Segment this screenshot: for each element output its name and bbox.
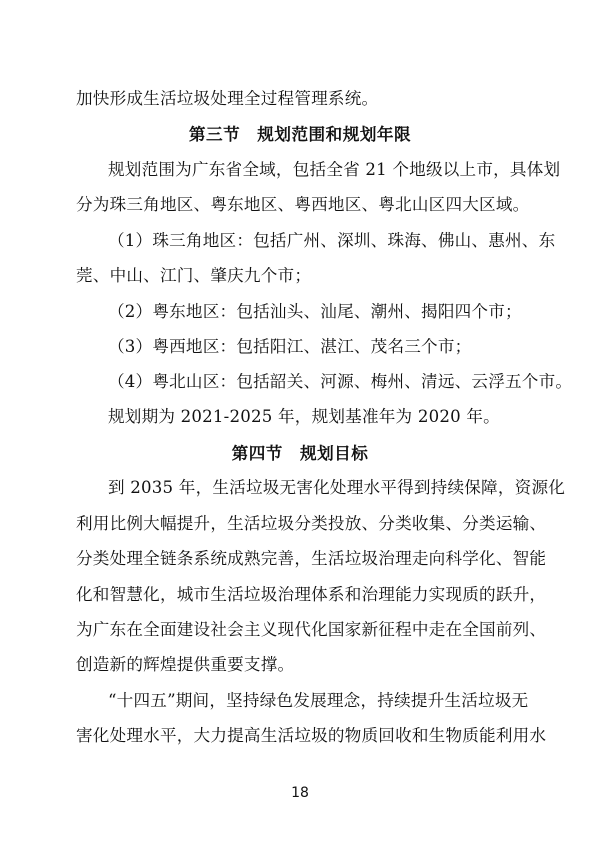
section-heading-goals: 第四节 规划目标	[231, 443, 369, 463]
paragraph-line: 创造新的辉煌提供重要支撑。	[76, 655, 295, 674]
paragraph-line: “十四五”期间，坚持绿色发展理念，持续提升生活垃圾无	[108, 691, 529, 710]
section-heading-scope: 第三节 规划范围和规划年限	[188, 124, 412, 144]
paragraph-line: 害化处理水平，大力提高生活垃圾的物质回收和生物质能利用水	[76, 726, 547, 745]
list-item-line: （3）粤西地区：包括阳江、湛江、茂名三个市；	[108, 337, 472, 356]
paragraph-line: 加快形成生活垃圾处理全过程管理系统。	[76, 89, 379, 108]
list-item-line: （4）粤北山区：包括韶关、河源、梅州、清远、云浮五个市。	[108, 372, 573, 391]
paragraph-line: 规划期为 2021-2025 年，规划基准年为 2020 年。	[108, 407, 500, 426]
paragraph-line: 分类处理全链条系统成熟完善，生活垃圾治理走向科学化、智能	[76, 549, 547, 568]
paragraph-line: 到 2035 年，生活垃圾无害化处理水平得到持续保障，资源化	[108, 478, 566, 497]
paragraph-line: 利用比例大幅提升，生活垃圾分类投放、分类收集、分类运输、	[76, 514, 547, 533]
list-item-line: 莞、中山、江门、肇庆九个市；	[76, 266, 312, 285]
page-number: 18	[291, 785, 309, 801]
list-item-line: （1）珠三角地区：包括广州、深圳、珠海、佛山、惠州、东	[108, 231, 556, 250]
list-item-line: （2）粤东地区：包括汕头、汕尾、潮州、揭阳四个市；	[108, 302, 522, 321]
paragraph-line: 为广东在全面建设社会主义现代化国家新征程中走在全国前列、	[76, 620, 547, 639]
paragraph-line: 化和智慧化，城市生活垃圾治理体系和治理能力实现质的跃升，	[76, 585, 547, 604]
paragraph-line: 规划范围为广东省全域，包括全省 21 个地级以上市，具体划	[108, 160, 561, 179]
paragraph-line: 分为珠三角地区、粤东地区、粤西地区、粤北山区四大区域。	[76, 195, 530, 214]
